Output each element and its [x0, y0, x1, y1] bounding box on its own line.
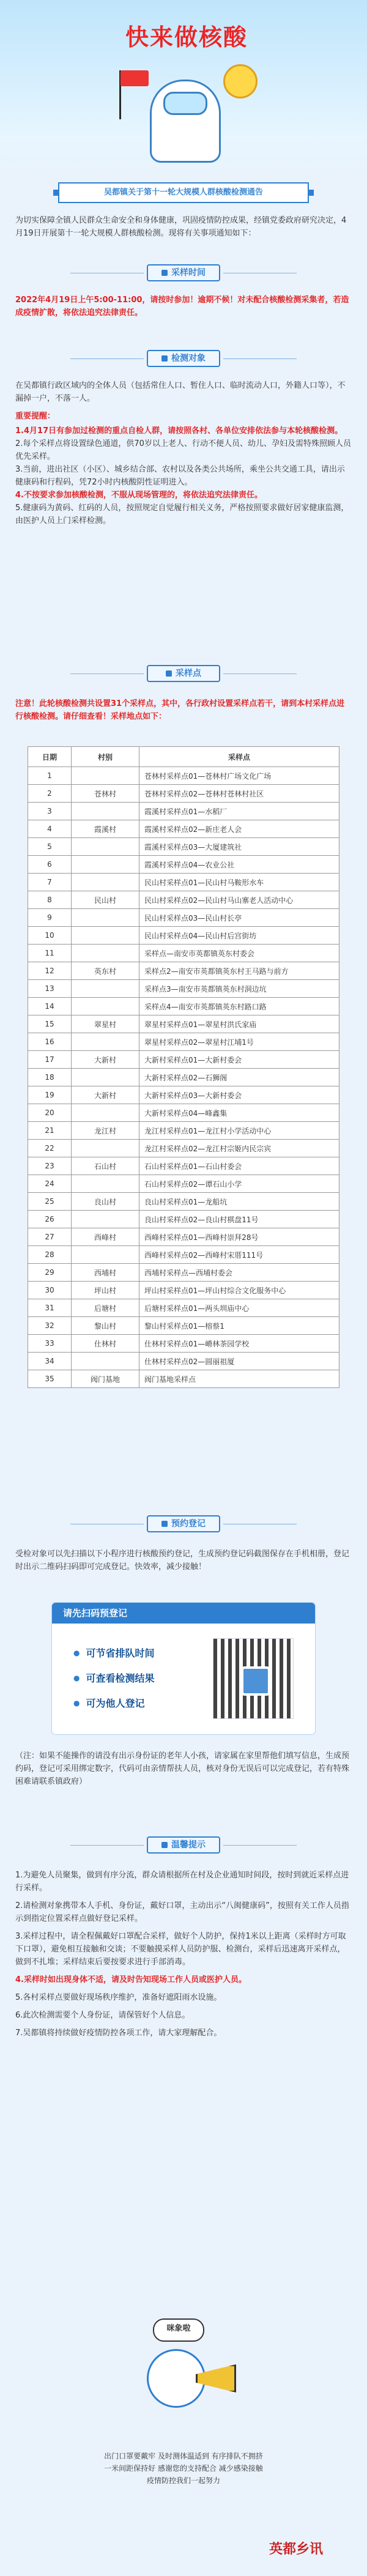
- table-row: [28, 1211, 339, 1228]
- cell-village: [72, 927, 139, 945]
- section-target-label: 检测对象: [171, 354, 206, 363]
- sites-table: [28, 746, 339, 1388]
- swab-icon: [223, 64, 258, 98]
- cell-village: 大新村: [72, 1086, 139, 1104]
- qr-card-title: 请先扫码预登记: [52, 1603, 315, 1624]
- cell-village: 良山村: [72, 1193, 139, 1211]
- table-row: [28, 1246, 339, 1264]
- cell-village: [72, 1033, 139, 1051]
- table-row: [28, 1370, 339, 1388]
- table-row: [28, 767, 339, 785]
- cell-village: [72, 1353, 139, 1370]
- cell-village: [72, 856, 139, 874]
- section-time-label: 采样时间: [171, 268, 206, 278]
- cell-site: 霞溪村采样点01—水稻厂: [139, 803, 339, 820]
- cell-village: 西埔村: [72, 1264, 139, 1282]
- intro-text: 为切实保障全镇人民群众生命安全和身体健康，巩固疫情防控成果，经镇党委政府研究决定，4月19日开展第十一轮大规模人群核酸检测。现将有关事项通知如下：: [15, 216, 347, 238]
- cell-date: 21: [28, 1122, 72, 1140]
- cell-date: 5: [28, 838, 72, 856]
- megaphone-cartoon: [135, 2318, 257, 2422]
- cell-village: [72, 1140, 139, 1157]
- table-row: [28, 1015, 339, 1033]
- cell-village: 苍林村: [72, 785, 139, 803]
- table-row: [28, 1086, 339, 1104]
- cell-site: 苍林村采样点01—苍林村广场文化广场: [139, 767, 339, 785]
- cell-site: 良山村采样点01—龙船坑: [139, 1193, 339, 1211]
- cell-village: 西峰村: [72, 1228, 139, 1246]
- cell-date: 13: [28, 980, 72, 998]
- cell-date: 20: [28, 1104, 72, 1122]
- cell-site: 黎山村采样点01—榕蔡1: [139, 1317, 339, 1335]
- cell-date: 9: [28, 909, 72, 927]
- cell-date: 7: [28, 874, 72, 891]
- cell-site: 霞溪村采样点03—大厦建筑社: [139, 838, 339, 856]
- table-row: [28, 1140, 339, 1157]
- cell-site: 采样点4—南安市英都镇英东村路口路: [139, 998, 339, 1015]
- register-note: （注：如果不能操作的请没有出示身份证的老年人小孩，请家属在家里帮他们填写信息，生成预约码，登记可采用绑定数字，代码可由亲情帮扶人员，核对身份无误后可以完成登记，若有特殊困难请联系镇政府）: [15, 1751, 350, 1786]
- table-row: [28, 803, 339, 820]
- cell-village: 民山村: [72, 891, 139, 909]
- cell-date: 24: [28, 1175, 72, 1193]
- table-row: [28, 909, 339, 927]
- table-row: [28, 1069, 339, 1086]
- cell-site: 阀门基地采样点: [139, 1370, 339, 1388]
- cell-date: 27: [28, 1228, 72, 1246]
- tip-item: 3.采样过程中，请全程佩戴好口罩配合采样，做好个人防护，保持1米以上距离（采样时方可取下口罩），避免相互接触和交谈；不要触摸采样人员防护服、检测台，采样后迅速离开采样点，做到不扎堆；采样结束后要按要求进行手部消毒。: [15, 1932, 346, 1967]
- qr-register-card: [52, 1603, 315, 1734]
- cell-village: 大新村: [72, 1051, 139, 1069]
- brand-logo: 英都乡讯: [269, 2541, 324, 2557]
- tip-item: 6.此次检测需要个人身份证，请保管好个人信息。: [15, 2011, 190, 2020]
- cell-date: 31: [28, 1299, 72, 1317]
- table-row: [28, 962, 339, 980]
- mascot-illustration: [107, 49, 260, 168]
- cell-site: 石山村采样点02—谭石山小学: [139, 1175, 339, 1193]
- cell-site: 坪山村采样点01—坪山村综合文化服务中心: [139, 1282, 339, 1299]
- section-sites-header: [0, 664, 367, 685]
- table-row: [28, 1299, 339, 1317]
- table-row: [28, 856, 339, 874]
- table-row: [28, 838, 339, 856]
- cell-village: [72, 1104, 139, 1122]
- cell-village: 龙江村: [72, 1122, 139, 1140]
- cell-site: 石山村采样点01—石山村委会: [139, 1157, 339, 1175]
- time-body: 2022年4月19日上午5:00-11:00，请按时参加！逾期不候！对未配合核酸检测采集者，若造成疫情扩散，将依法追究法律责任。: [15, 295, 349, 317]
- cell-site: 民山村采样点01—民山村马鞍形水车: [139, 874, 339, 891]
- cell-site: 龙江村采样点02—龙江村宗姬内民宗宾: [139, 1140, 339, 1157]
- cell-date: 32: [28, 1317, 72, 1335]
- target-body: 在吴都镇行政区域内的全体人员（包括常住人口、暂住人口、临时流动人口，外籍人口等），不漏掉一户，不落一人。: [15, 381, 346, 403]
- cell-village: 坪山村: [72, 1282, 139, 1299]
- cell-village: [72, 998, 139, 1015]
- section-sites-label: 采样点: [176, 669, 201, 678]
- tip-item: 5.各村采样点要做好现场秩序维护，准备好遮阳雨水设施。: [15, 1993, 222, 2002]
- tip-item: 2.请检测对象携带本人手机、身份证，戴好口罩，主动出示“八闽健康码”，按照有关工作人员指示到指定位置采样点做好登记采样。: [15, 1901, 349, 1923]
- section-icon: [166, 670, 172, 677]
- cell-date: 30: [28, 1282, 72, 1299]
- cell-date: 23: [28, 1157, 72, 1175]
- cell-site: 仕林村采样点02—圆丽祖厦: [139, 1353, 339, 1370]
- section-target-header: [0, 349, 367, 369]
- cell-village: [72, 803, 139, 820]
- cell-site: 大新村采样点01—大新村委会: [139, 1051, 339, 1069]
- cell-site: 苍林村采样点02—苍林村苍林村社区: [139, 785, 339, 803]
- notice-title: 吴都镇关于第十一轮大规模人群核酸检测通告: [58, 182, 309, 203]
- cell-site: 西埔村采样点—西埔村委会: [139, 1264, 339, 1282]
- section-register-header: [0, 1514, 367, 1535]
- tips-list: [15, 1869, 352, 2044]
- table-row: [28, 927, 339, 945]
- cell-date: 34: [28, 1353, 72, 1370]
- table-row: [28, 1033, 339, 1051]
- cell-village: 后塘村: [72, 1299, 139, 1317]
- flag-icon: [120, 70, 149, 86]
- section-tips-header: [0, 1835, 367, 1856]
- target-item: 4.不按要求参加核酸检测，不服从现场管理的，将依法追究法律责任。: [15, 491, 262, 500]
- cell-village: [72, 1069, 139, 1086]
- cell-site: 采样点3—南安市英都镇英东村洞边坑: [139, 980, 339, 998]
- cell-village: 英东村: [72, 962, 139, 980]
- target-item: 2.每个采样点将设置绿色通道，供70岁以上老人、行动不便人员、幼儿、孕妇及需特殊照顾人员优先采样。: [15, 439, 351, 461]
- section-icon: [161, 355, 168, 362]
- cell-date: 15: [28, 1015, 72, 1033]
- table-row: [28, 1122, 339, 1140]
- sites-notice: 注意！此轮核酸检测共设置31个采样点，其中，各行政村设置采样点若干，请到本村采样点进行核酸检测。请仔细查看！采样地点如下：: [15, 699, 345, 721]
- target-item: 3.当前，进出社区（小区）、城乡结合部、农村以及各类公共场所，乘坐公共交通工具，请出示健康码和行程码，凭72小时内核酸阴性证明进入。: [15, 465, 345, 487]
- table-row: [28, 1264, 339, 1282]
- cell-date: 1: [28, 767, 72, 785]
- benefit-item: ● 可查看检测结果: [73, 1671, 155, 1685]
- section-tips-label: 温馨提示: [171, 1840, 206, 1850]
- cell-date: 18: [28, 1069, 72, 1086]
- cell-date: 25: [28, 1193, 72, 1211]
- cell-site: 霞溪村采样点02—新庄老人会: [139, 820, 339, 838]
- table-row: [28, 1193, 339, 1211]
- benefit-item: ● 可为他人登记: [73, 1696, 155, 1710]
- tip-item: 4.采样时如出现身体不适，请及时告知现场工作人员或医护人员。: [15, 1975, 247, 1984]
- table-row: [28, 998, 339, 1015]
- cell-site: 民山村采样点04—民山村后宫街坊: [139, 927, 339, 945]
- cell-village: [72, 1175, 139, 1193]
- cell-site: 大新村采样点02—石狮阁: [139, 1069, 339, 1086]
- section-icon: [161, 1842, 168, 1848]
- cell-village: [72, 1246, 139, 1264]
- cell-date: 11: [28, 945, 72, 962]
- cell-village: 霞溪村: [72, 820, 139, 838]
- table-row: [28, 1175, 339, 1193]
- cell-village: [72, 874, 139, 891]
- qr-code[interactable]: [213, 1638, 294, 1719]
- cell-date: 3: [28, 803, 72, 820]
- target-item: 1.4月17日有参加过检测的重点自检人群，请按照各村、各单位安排依法参与本轮核酸检测。: [15, 426, 343, 436]
- cell-date: 12: [28, 962, 72, 980]
- table-row: [28, 1282, 339, 1299]
- sites-table-body: [28, 767, 339, 1388]
- table-row: [28, 891, 339, 909]
- target-items: [15, 425, 352, 527]
- table-row: [28, 1051, 339, 1069]
- cell-date: 4: [28, 820, 72, 838]
- tip-item: 7.吴都镇将持续做好疫情防控各项工作，请大家理解配合。: [15, 2029, 222, 2038]
- cell-date: 14: [28, 998, 72, 1015]
- table-row: [28, 1335, 339, 1353]
- table-row: [28, 1157, 339, 1175]
- cell-date: 29: [28, 1264, 72, 1282]
- cell-site: 西峰村采样点02—西峰村宋厝111号: [139, 1246, 339, 1264]
- section-icon: [161, 270, 168, 276]
- cell-site: 民山村采样点03—民山村长亭: [139, 909, 339, 927]
- cell-site: 霞溪村采样点04—农业公社: [139, 856, 339, 874]
- cell-date: 26: [28, 1211, 72, 1228]
- benefit-item: ● 可节省排队时间: [73, 1646, 155, 1660]
- cell-village: [72, 945, 139, 962]
- cell-site: 翠星村采样点01—翠星村洪氏家庙: [139, 1015, 339, 1033]
- col-site: 采样点: [139, 747, 339, 767]
- cell-site: 民山村采样点02—民山村马山寨老人活动中心: [139, 891, 339, 909]
- footer-slogan: 出门口罩要戴牢 及时测体温适到 有序排队不拥挤 一米间距保持好 感谢您的支持配合 减少感染接触 疫情防控我们一起努力: [104, 2452, 263, 2485]
- cell-date: 35: [28, 1370, 72, 1388]
- cell-village: [72, 767, 139, 785]
- table-header-row: [28, 747, 339, 767]
- cell-date: 33: [28, 1335, 72, 1353]
- table-row: [28, 1228, 339, 1246]
- cell-village: [72, 909, 139, 927]
- target-emphasis-title: 重要提醒：: [15, 412, 56, 421]
- cell-date: 17: [28, 1051, 72, 1069]
- cell-village: [72, 1211, 139, 1228]
- cell-date: 2: [28, 785, 72, 803]
- register-body: 受检对象可以先扫描以下小程序进行核酸预约登记，生成预约登记码截图保存在手机相册，登记时出示二维码扫码即可完成登记。快效率，减少接触！: [15, 1550, 350, 1572]
- cell-site: 大新村采样点03—大新村委会: [139, 1086, 339, 1104]
- cell-date: 28: [28, 1246, 72, 1264]
- tip-item: 1.为避免人员聚集，做到有序分流，群众请根据所在村及企业通知时间段，按时到就近采样点进行采样。: [15, 1871, 349, 1893]
- cell-date: 6: [28, 856, 72, 874]
- table-row: [28, 1317, 339, 1335]
- cell-date: 10: [28, 927, 72, 945]
- cell-site: 翠星村采样点02—翠星村江埔1号: [139, 1033, 339, 1051]
- cell-site: 西峰村采样点01—西峰村崇拜28号: [139, 1228, 339, 1246]
- section-register-label: 预约登记: [171, 1519, 206, 1529]
- cell-village: 翠星村: [72, 1015, 139, 1033]
- cell-village: [72, 980, 139, 998]
- col-village: 村别: [72, 747, 139, 767]
- cell-date: 22: [28, 1140, 72, 1157]
- cell-village: 阀门基地: [72, 1370, 139, 1388]
- time-text: [15, 294, 352, 319]
- cell-village: [72, 838, 139, 856]
- table-row: [28, 1353, 339, 1370]
- table-row: [28, 945, 339, 962]
- banner: [0, 0, 367, 184]
- cell-site: 大新村采样点04—峰鑫集: [139, 1104, 339, 1122]
- cell-village: 黎山村: [72, 1317, 139, 1335]
- col-date: 日期: [28, 747, 72, 767]
- table-row: [28, 785, 339, 803]
- cell-village: 石山村: [72, 1157, 139, 1175]
- section-time-header: [0, 263, 367, 284]
- cell-date: 8: [28, 891, 72, 909]
- table-row: [28, 820, 339, 838]
- cell-site: 采样点—南安市英都镇英东村委会: [139, 945, 339, 962]
- section-icon: [161, 1521, 168, 1527]
- cell-village: 仕林村: [72, 1335, 139, 1353]
- cell-site: 后塘村采样点01—两头圳庙中心: [139, 1299, 339, 1317]
- table-row: [28, 980, 339, 998]
- cell-date: 19: [28, 1086, 72, 1104]
- cell-site: 采样点2—南安市英都镇英东村王马路与前方: [139, 962, 339, 980]
- speech-bubble: 咪象啦: [153, 2318, 204, 2342]
- target-item: 5.健康码为黄码、红码的人员，按照规定自觉履行相关义务，严格按照要求做好居家健康监测，由医护人员上门采样检测。: [15, 503, 349, 525]
- cell-site: 良山村采样点02—良山村棋盘11号: [139, 1211, 339, 1228]
- banner-title: 快来做核酸: [125, 24, 248, 51]
- cell-site: 仕林村采样点01—嵴林茶园学校: [139, 1335, 339, 1353]
- cell-site: 龙江村采样点01—龙江村小学活动中心: [139, 1122, 339, 1140]
- table-row: [28, 1104, 339, 1122]
- table-row: [28, 874, 339, 891]
- cell-date: 16: [28, 1033, 72, 1051]
